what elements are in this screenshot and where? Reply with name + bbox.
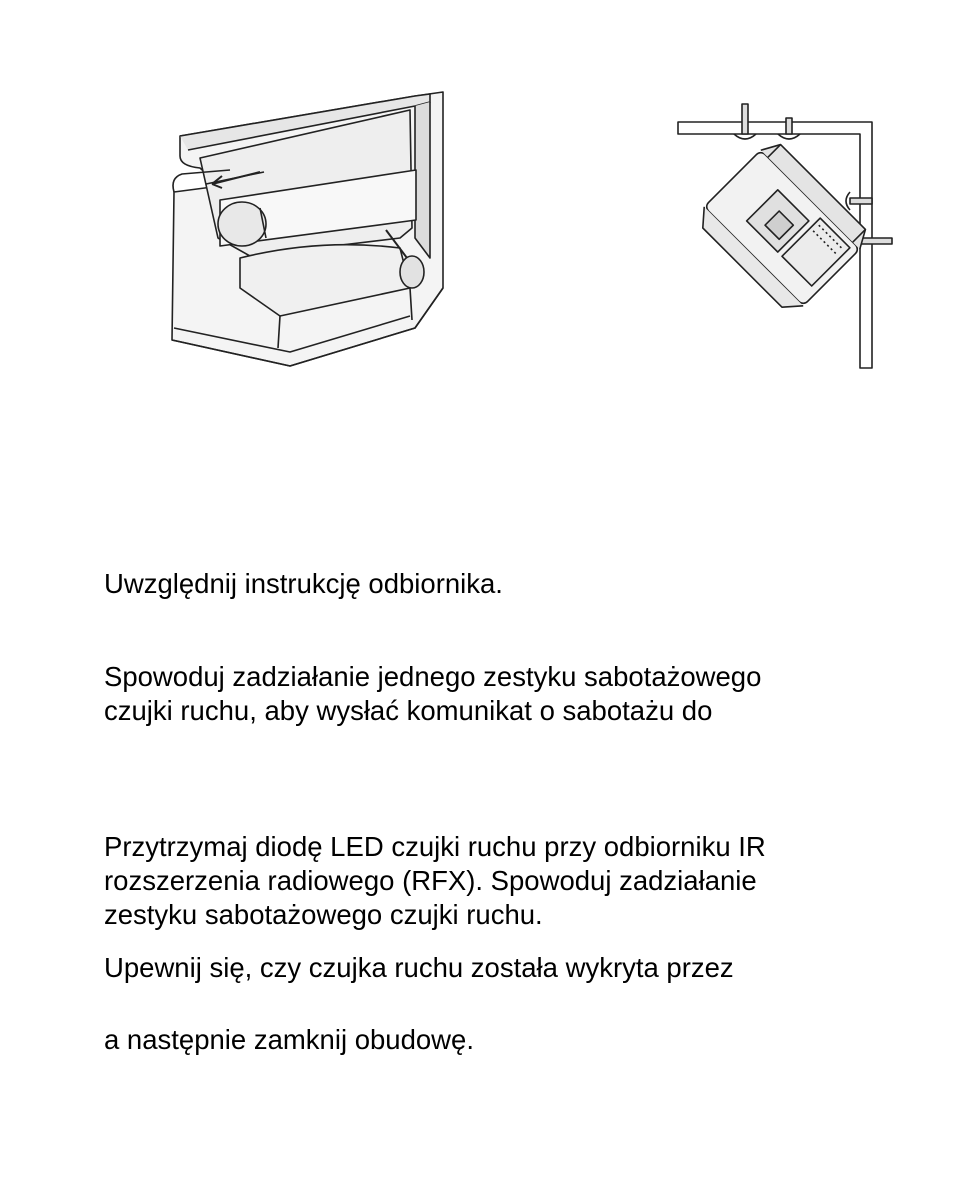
text-line: Upewnij się, czy czujka ruchu została wykryta przez — [104, 952, 734, 983]
text-line: Przytrzymaj diodę LED czujki ruchu przy odbiorniku IR — [104, 831, 766, 862]
instruction-receiver-manual — [104, 567, 503, 601]
instruction-led-hold — [104, 830, 766, 932]
detector-housing-illustration — [160, 88, 450, 373]
instruction-close-housing — [104, 1023, 474, 1057]
instruction-verify-detection — [104, 951, 734, 985]
corner-mount-illustration — [672, 98, 897, 373]
text-line: czujki ruchu, aby wysłać komunikat o sabotażu do — [104, 695, 713, 726]
instruction-tamper-trigger — [104, 660, 761, 728]
text-line: Uwzględnij instrukcję odbiornika. — [104, 568, 503, 599]
text-line: Spowoduj zadziałanie jednego zestyku sabotażowego — [104, 661, 762, 692]
text-line: zestyku sabotażowego czujki ruchu. — [104, 899, 543, 930]
text-line: rozszerzenia radiowego (RFX). Spowoduj zadziałanie — [104, 865, 757, 896]
text-line: a następnie zamknij obudowę. — [104, 1024, 474, 1055]
